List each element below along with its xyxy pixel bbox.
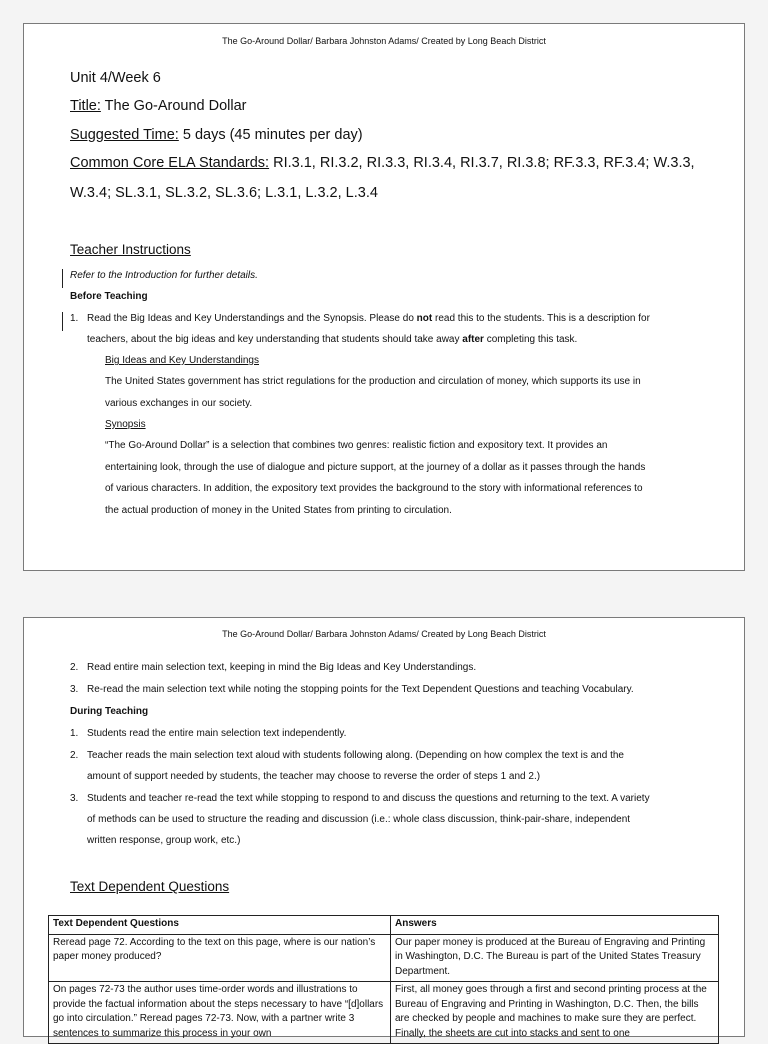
synopsis-line: of various characters. In addition, the expository text provides the background to the story with informational references to <box>105 483 643 494</box>
column-header-answers: Answers <box>391 916 719 935</box>
standards-line-2: W.3.4; SL.3.1, SL.3.2, SL.3.6; L.3.1, L.3.2, L.3.4 <box>70 185 378 201</box>
step-3-text: Re-read the main selection text while noting the stopping points for the Text Dependent Questions and teaching Vocabulary. <box>87 684 634 695</box>
step-1-text-2-cont: completing this task. <box>483 334 578 345</box>
during-step-2-line-1: Teacher reads the main selection text aloud with students following along. (Depending on how complex the text is and the <box>87 750 624 761</box>
document-page-2 <box>23 617 745 1037</box>
standards-line-1 <box>70 155 695 171</box>
table-row <box>49 934 719 982</box>
tdq-table <box>48 915 719 1044</box>
standards-values-1: RI.3.1, RI.3.2, RI.3.3, RI.3.4, RI.3.7, RI.3.8; RF.3.3, RF.3.4; W.3.3, <box>269 155 695 171</box>
big-ideas-line-2: various exchanges in our society. <box>105 398 253 409</box>
title-line <box>70 98 247 114</box>
step-1-line-2 <box>87 334 577 345</box>
unit-week: Unit 4/Week 6 <box>70 70 161 86</box>
column-header-questions: Text Dependent Questions <box>49 916 391 935</box>
during-step-3-line-2: of methods can be used to structure the reading and discussion (i.e.: whole class discussion, think-pair-share, independent <box>87 814 631 825</box>
refer-note: Refer to the Introduction for further details. <box>70 270 258 281</box>
big-ideas-heading: Big Ideas and Key Understandings <box>105 355 259 366</box>
suggested-time-label: Suggested Time: <box>70 127 179 143</box>
question-cell: Reread page 72. According to the text on this page, where is our nation’s paper money produced? <box>49 934 391 982</box>
revision-bar <box>62 312 63 331</box>
revision-bar <box>62 269 63 288</box>
table-header-row <box>49 916 719 935</box>
answer-cell: First, all money goes through a first and second printing process at the Bureau of Engraving and Printing in Washington, D.C. Then, the bills are checked by people and machines to make sure they are perfect. Finally, the sheets are cut into stacks and sent to one <box>391 982 719 1044</box>
suggested-time-value: 5 days (45 minutes per day) <box>178 127 363 143</box>
standards-label: Common Core ELA Standards: <box>70 155 270 171</box>
suggested-time-line <box>70 127 363 143</box>
answer-cell: Our paper money is produced at the Bureau of Engraving and Printing in Washington, D.C. The Bureau is part of the United States Treasury Department. <box>391 934 719 982</box>
during-step-2-line-2: amount of support needed by students, the teacher may choose to reverse the order of steps 1 and 2.) <box>87 771 541 782</box>
step-1-line-1 <box>87 313 650 324</box>
document-page-1 <box>23 23 745 571</box>
tdq-heading: Text Dependent Questions <box>70 879 230 894</box>
synopsis-line: the actual production of money in the United States from printing to circulation. <box>105 505 452 516</box>
question-cell: On pages 72-73 the author uses time-order words and illustrations to provide the factual information about the steps necessary to have “[d]ollars go into circulation.” Reread pages 72-73. Now, with a partner write 3 sentences to summarize this process in your own <box>49 982 391 1044</box>
synopsis-line: “The Go-Around Dollar” is a selection that combines two genres: realistic fiction and expository text. It provides an <box>105 440 608 451</box>
step-1-text-cont: read this to the students. This is a description for <box>432 313 650 324</box>
synopsis-heading: Synopsis <box>105 419 146 430</box>
page-header: The Go-Around Dollar/ Barbara Johnston Adams/ Created by Long Beach District <box>222 629 546 639</box>
title-value: The Go-Around Dollar <box>100 98 247 114</box>
step-1-number: 1. <box>70 313 79 324</box>
table-row <box>49 982 719 1044</box>
synopsis-line: entertaining look, through the use of dialogue and picture support, at the journey of a dollar as it passes through the hands <box>105 462 646 473</box>
during-step-2-number: 2. <box>70 750 79 761</box>
step-3-number: 3. <box>70 684 79 695</box>
during-step-3-number: 3. <box>70 793 79 804</box>
step-1-text-2: teachers, about the big ideas and key understanding that students should take away <box>87 334 463 345</box>
during-step-3-line-3: written response, group work, etc.) <box>87 835 241 846</box>
teacher-instructions-heading: Teacher Instructions <box>70 242 191 257</box>
big-ideas-line-1: The United States government has strict regulations for the production and circulation of money, which supports its use in <box>105 376 641 387</box>
step-2-text: Read entire main selection text, keeping in mind the Big Ideas and Key Understandings. <box>87 662 477 673</box>
during-step-1-number: 1. <box>70 728 79 739</box>
step-1-text: Read the Big Ideas and Key Understandings and the Synopsis. Please do <box>87 313 417 324</box>
before-teaching-heading: Before Teaching <box>70 291 148 302</box>
during-teaching-heading: During Teaching <box>70 706 149 717</box>
step-2-number: 2. <box>70 662 79 673</box>
during-step-1-text: Students read the entire main selection text independently. <box>87 728 347 739</box>
during-step-3-line-1: Students and teacher re-read the text while stopping to respond to and discuss the questions and returning to the text. A variety <box>87 793 650 804</box>
page-header: The Go-Around Dollar/ Barbara Johnston Adams/ Created by Long Beach District <box>222 36 546 46</box>
title-label: Title: <box>70 98 101 114</box>
step-1-emphasis: not <box>416 313 433 324</box>
step-1-emphasis-2: after <box>462 334 484 345</box>
